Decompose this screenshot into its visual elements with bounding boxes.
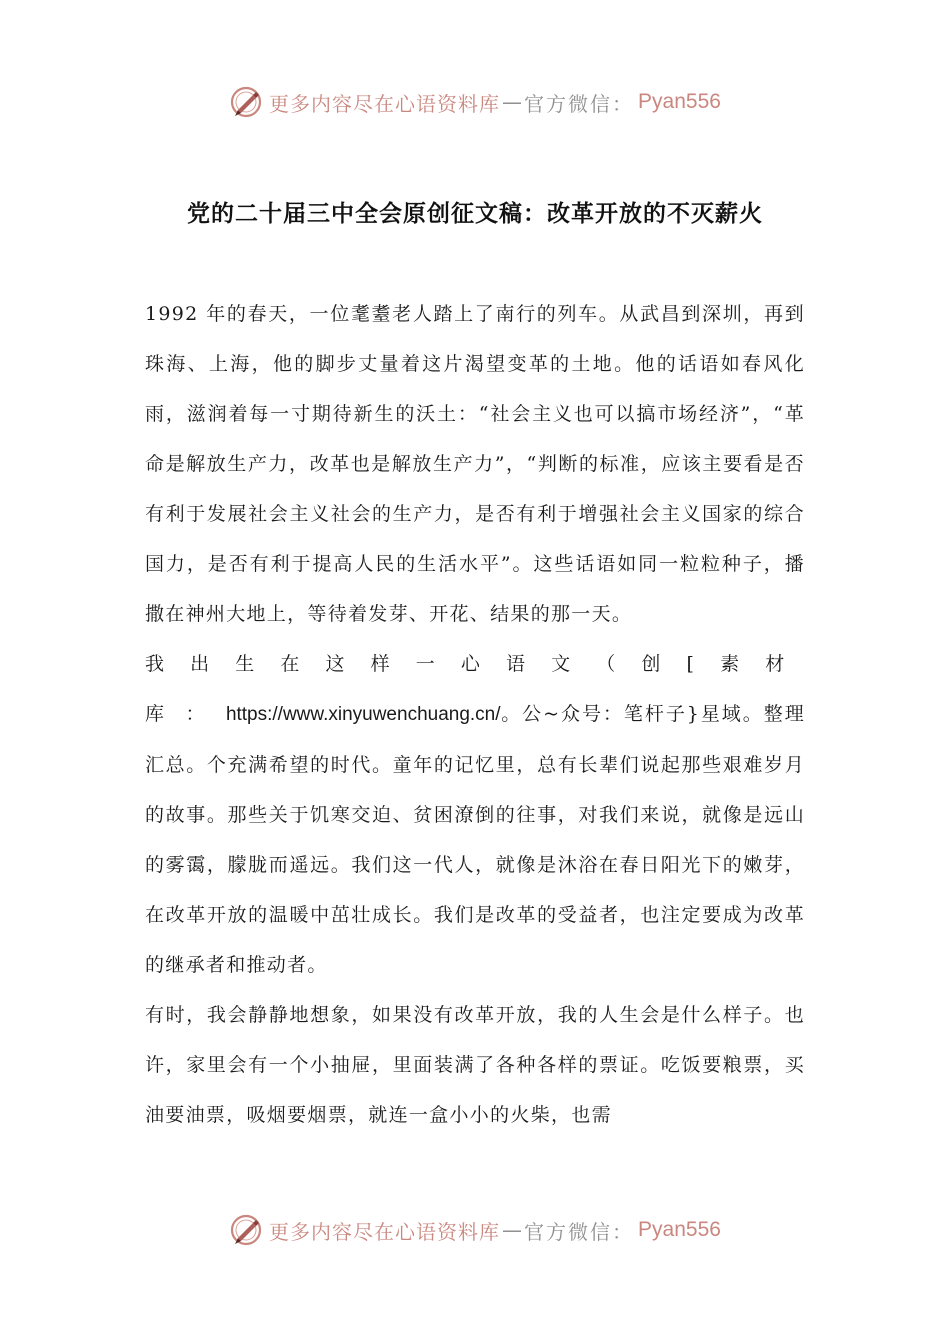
header-watermark [0,80,950,124]
pen-logo-icon [229,85,263,119]
source-link[interactable]: https://www.xinyuwenchuang.cn/ [225,704,501,725]
document-body [145,289,805,1140]
pen-logo-icon [229,1213,263,1247]
brand-text: 更多内容尽在心语资料库 [269,1219,501,1244]
brand-text: 更多内容尽在心语资料库 [269,91,501,116]
wechat-handle: Pyan556 [638,1218,721,1241]
official-label: 官方微信： [524,91,635,116]
paragraph: 我出生在这样一心语文（创[素材库：https://www.xinyuwenchuang.cn/。公~众号：笔杆子}星域。整理汇总。个充满希望的时代。童年的记忆里，总有长辈们说起那些艰难岁月的故事。那些关于饥寒交迫、贫困潦倒的往事，对我们来说，就像是远山的雾霭，朦胧而遥远。我们这一代人，就像是沐浴在春日阳光下的嫩芽，在改革开放的温暖中茁壮成长。我们是改革的受益者，也注定要成为改革的继承者和推动者。 [145,653,805,976]
separator: — [502,90,523,114]
document-title: 党的二十届三中全会原创征文稿：改革开放的不灭薪火 [187,201,763,228]
paragraph: 1992 年的春天，一位耄耋老人踏上了南行的列车。从武昌到深圳，再到珠海、上海，他的脚步丈量着这片渴望变革的土地。他的话语如春风化雨，滋润着每一寸期待新生的沃土：“社会主义也可以搞市场经济”，“革命是解放生产力，改革也是解放生产力”，“判断的标准，应该主要看是否有利于发展社会主义社会的生产力，是否有利于增强社会主义国家的综合国力，是否有利于提高人民的生活水平”。这些话语如同一粒粒种子，播撒在神州大地上，等待着发芽、开花、结果的那一天。 [145,303,805,625]
separator: — [502,1218,523,1242]
paragraph: 有时，我会静静地想象，如果没有改革开放，我的人生会是什么样子。也许，家里会有一个小抽屉，里面装满了各种各样的票证。吃饭要粮票，买油要油票，吸烟要烟票，就连一盒小小的火柴，也需 [145,1004,805,1126]
footer-watermark [0,1208,950,1252]
official-label: 官方微信： [524,1219,635,1244]
wechat-handle: Pyan556 [638,90,721,113]
